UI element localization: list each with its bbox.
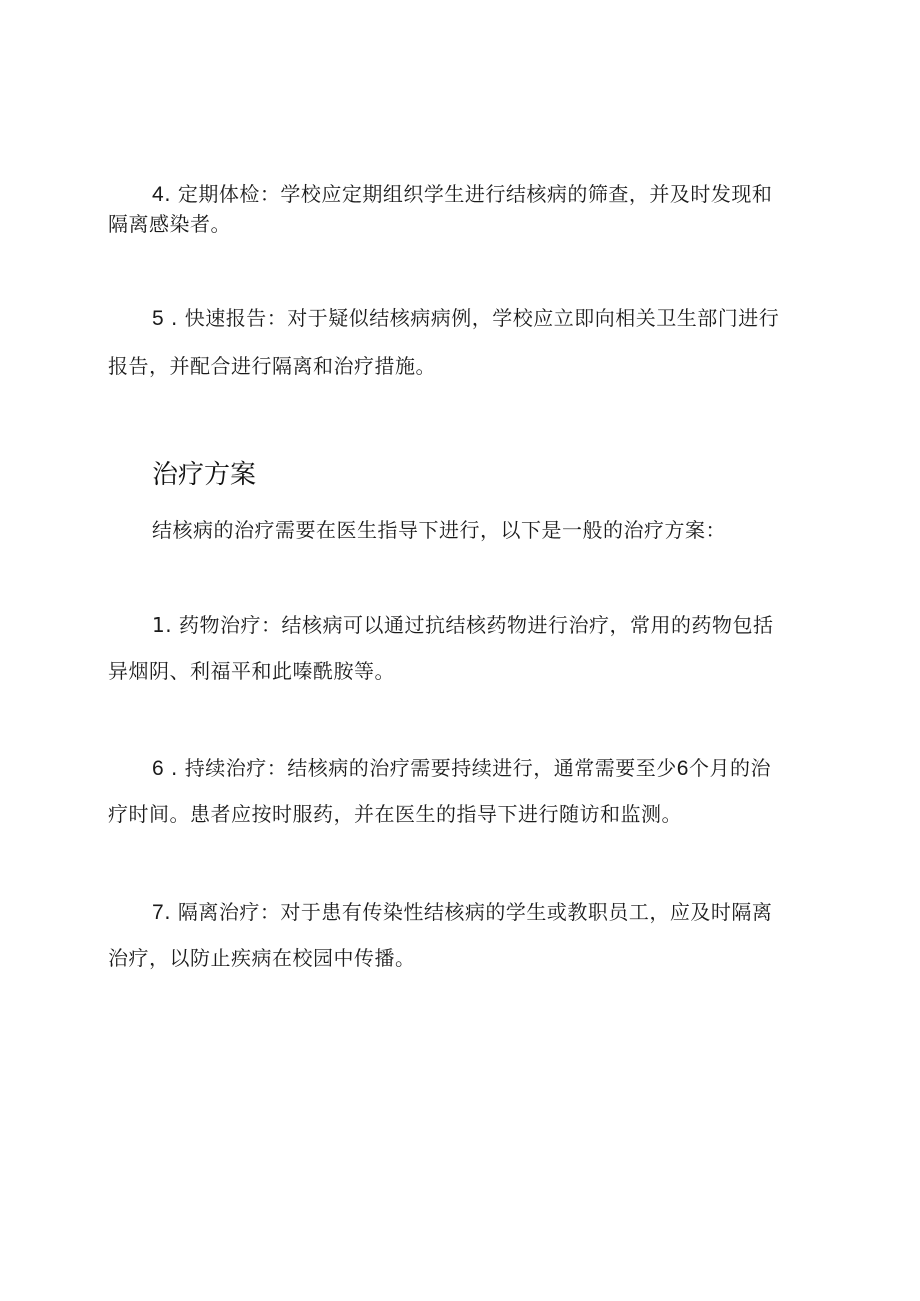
item-4-line-2: 隔离感染者。 — [108, 212, 231, 236]
section-heading: 治疗方案 — [152, 460, 257, 490]
item-5-line-1 — [152, 304, 779, 333]
intro-paragraph: 结核病的治疗需要在医生指导下进行，以下是一般的治疗方案： — [152, 518, 726, 542]
item-7-line-1 — [152, 898, 772, 927]
item-5-text: . 快速报告：对于疑似结核病病例，学校应立即向相关卫生部门进行 — [164, 306, 780, 330]
item-6-text-b: 个月的治 — [688, 756, 771, 780]
item-4-text: . 定期体检：学校应定期组织学生进行结核病的筛查，并及时发现和 — [164, 182, 773, 206]
item-6-line-1 — [152, 754, 771, 783]
item-7-line-2: 治疗，以防止疾病在校园中传播。 — [108, 946, 416, 970]
item-4-line-1 — [152, 180, 772, 209]
item-6-text-a: . 持续治疗：结核病的治疗需要持续进行，通常需要至少 — [164, 756, 677, 780]
item-5-number: 5 — [152, 307, 165, 330]
item-6-line-2: 疗时间。患者应按时服药，并在医生的指导下进行随访和监测。 — [108, 802, 682, 826]
item-6-inline-number: 6 — [676, 757, 689, 780]
item-7-text: . 隔离治疗：对于患有传染性结核病的学生或教职员工，应及时隔离 — [164, 900, 773, 924]
item-4-number: 4 — [152, 183, 165, 206]
item-5-line-2: 报告，并配合进行隔离和治疗措施。 — [108, 354, 436, 378]
item-1-line-1: 1. 药物治疗：结核病可以通过抗结核药物进行治疗，常用的药物包括 — [152, 613, 774, 637]
item-1-line-2: 异烟阴、利福平和此嗪酰胺等。 — [108, 659, 395, 683]
item-6-number: 6 — [152, 757, 165, 780]
item-7-number: 7 — [152, 901, 165, 924]
